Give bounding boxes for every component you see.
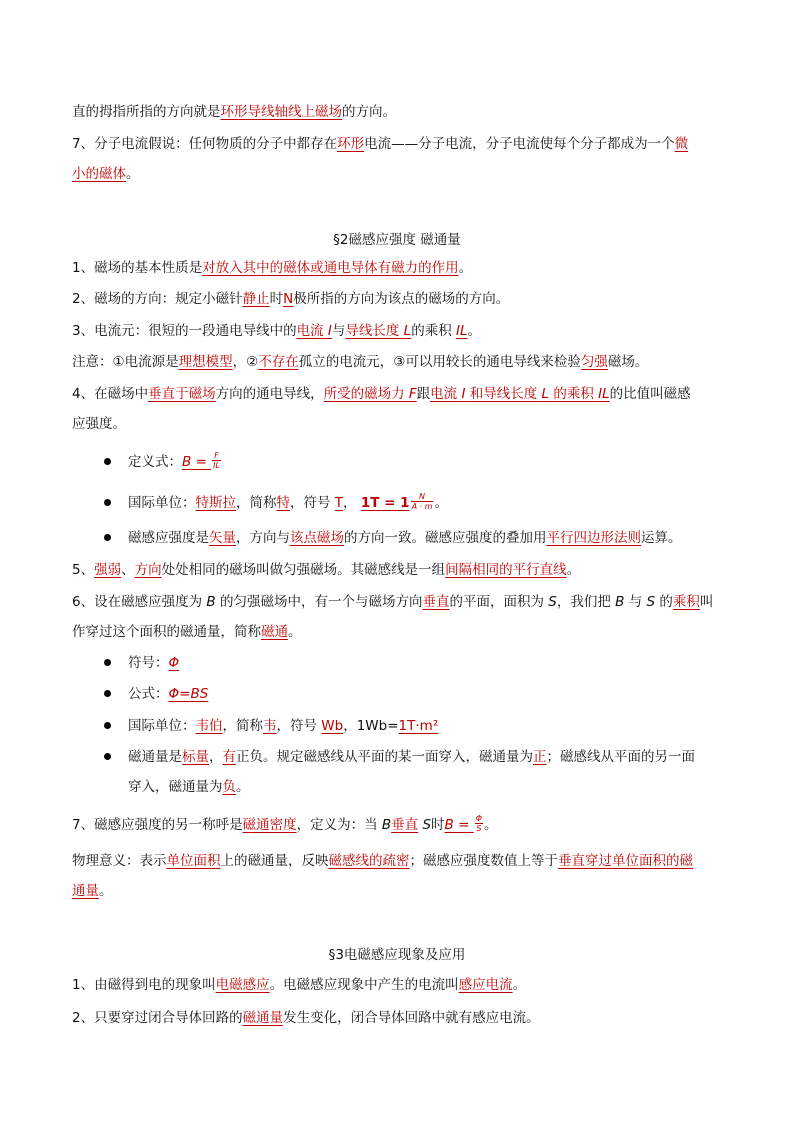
bullet-icon [104,722,111,729]
answer: 电磁感应 [215,977,270,993]
bullet-unit: 国际单位：特斯拉，简称特，符号 T， 1T = 1 $\frac{N}{A \cdot m}$ 。 [104,493,764,513]
answer: 对放入其中的磁体或通电导体有磁力的作用 [202,260,459,276]
answer: IL [456,323,468,339]
paragraph-item-3: 3、电流元：很短的一段通电导线中的电流 I与导线长度 L的乘积 IL。 [72,323,482,339]
answer: 小的磁体 [72,166,126,182]
answer: 该点磁场 [290,530,344,546]
answer: 正 [533,749,547,765]
answer: 特斯拉 [195,495,236,511]
paragraph-item-2b: 2、只要穿过闭合导体回路的磁通量发生变化，闭合导体回路中就有感应电流。 [72,1010,540,1026]
paragraph-item-4: 4、在磁场中垂直于磁场方向的通电导线，所受的磁场力 F跟电流 I 和导线长度 L 的乘积 IL的比值叫磁感 [72,386,691,402]
answer: 环形导线轴线上磁场 [220,104,342,120]
answer: 负 [222,779,236,795]
formula: 1T = 1 $\frac{N}{A \cdot m}$ [360,491,433,511]
answer: 矢量 [209,530,236,546]
answer: 单位面积 [166,853,221,869]
answer: Φ [168,655,180,671]
bullet-icon [104,690,111,697]
answer: 平行四边形法则 [546,530,641,546]
paragraph-line: 小的磁体。 [72,166,140,182]
bullet-unit-wb: 国际单位：韦伯，简称韦，符号 Wb，1Wb=1T·m² [104,716,764,736]
answer: 不存在 [258,354,299,370]
paragraph-item-7b: 7、磁感应强度的另一称呼是磁通密度，定义为：当 B垂直 S时B = $\frac{\Phi}{S}$ 。 [72,813,498,833]
answer: 磁通量 [242,1010,284,1026]
formula: B = $\frac{\Phi}{S}$ [444,813,482,833]
paragraph-line: 应强度。 [72,416,126,432]
bullet-continuation: 穿入，磁通量为负。 [128,779,250,795]
answer: 韦伯 [195,718,223,734]
bullet-icon [104,659,111,666]
answer: 所受的磁场力 F [323,386,417,402]
formula: B = $\frac{F}{IL}$ [182,450,220,470]
bullet-scalar: 磁通量是标量，有正负。规定磁感线从平面的某一面穿入，磁通量为正；磁感线从平面的另一面 [104,747,764,767]
paragraph-item-1: 1、磁场的基本性质是对放入其中的磁体或通电导体有磁力的作用。 [72,260,473,276]
answer: T [334,495,344,511]
paragraph-item-7: 7、分子电流假说：任何物质的分子中都存在环形电流——分子电流，分子电流使每个分子都成为一个微 [72,136,689,152]
answer: 韦 [263,718,277,734]
answer: Wb [321,718,344,734]
paragraph-meaning: 物理意义：表示单位面积上的磁通量，反映磁感线的疏密；磁感应强度数值上等于垂直穿过单位面积的磁 [72,853,693,869]
answer: 理想模型 [178,354,233,370]
answer: 垂直 [422,594,450,610]
answer: 方向 [134,562,162,578]
answer: 匀强 [580,354,608,370]
section-title-3: §3电磁感应现象及应用 [328,947,466,963]
answer: 电流 I [296,323,332,339]
paragraph-line: 作穿过这个面积的磁通量，简称磁通。 [72,624,302,640]
answer: 静止 [242,291,270,307]
answer: 通量 [72,883,99,899]
section-title-2: §2磁感应强度 磁通量 [333,232,461,248]
answer: 标量 [182,749,209,765]
answer: Φ=BS [168,686,209,702]
answer: 乘积 [672,594,700,610]
bullet-symbol: 符号：Φ [104,653,764,673]
answer: 环形 [337,136,365,152]
paragraph-item-5: 5、强弱、方向处处相同的磁场叫做匀强磁场。其磁感线是一组间隔相同的平行直线。 [72,562,581,578]
paragraph-line: 通量。 [72,883,113,899]
answer: 磁通密度 [242,817,297,833]
answer: 感应电流 [458,977,513,993]
bullet-definition: 定义式：B = $\frac{F}{IL}$ [104,452,764,472]
answer: 间隔相同的平行直线 [445,562,567,578]
answer: 微 [674,136,689,152]
answer: 垂直 [391,817,419,833]
answer: N [283,291,294,307]
bullet-icon [104,458,111,465]
bullet-vector: 磁感应强度是矢量，方向与该点磁场的方向一致。磁感应强度的叠加用平行四边形法则运算。 [104,528,764,548]
paragraph-item-2: 2、磁场的方向：规定小磁针静止时N极所指的方向为该点的磁场的方向。 [72,291,510,307]
answer: 有 [222,749,236,765]
answer: 1T·m² [398,718,439,734]
answer: 强弱 [94,562,122,578]
answer: 磁感线的疏密 [328,853,410,869]
answer: 电流 I 和导线长度 L 的乘积 IL [430,386,610,402]
paragraph-item-6: 6、设在磁感应强度为 B 的匀强磁场中，有一个与磁场方向垂直的平面，面积为 S，我们把 B 与 S 的乘积叫 [72,594,714,610]
bullet-icon [104,534,111,541]
answer: 特 [276,495,290,511]
paragraph-item-1b: 1、由磁得到电的现象叫电磁感应。电磁感应现象中产生的电流叫感应电流。 [72,977,527,993]
bullet-formula: 公式：Φ=BS [104,684,764,704]
paragraph-note: 注意：①电流源是理想模型，②不存在孤立的电流元，③可以用较长的通电导线来检验匀强磁场。 [72,354,649,370]
answer: 导线长度 L [345,323,412,339]
paragraph-line: 直的拇指所指的方向就是环形导线轴线上磁场的方向。 [72,104,396,120]
answer: 垂直穿过单位面积的磁 [558,853,693,869]
bullet-icon [104,499,111,506]
bullet-icon [104,753,111,760]
answer: 垂直于磁场 [148,386,216,402]
answer: 磁通 [261,624,288,640]
